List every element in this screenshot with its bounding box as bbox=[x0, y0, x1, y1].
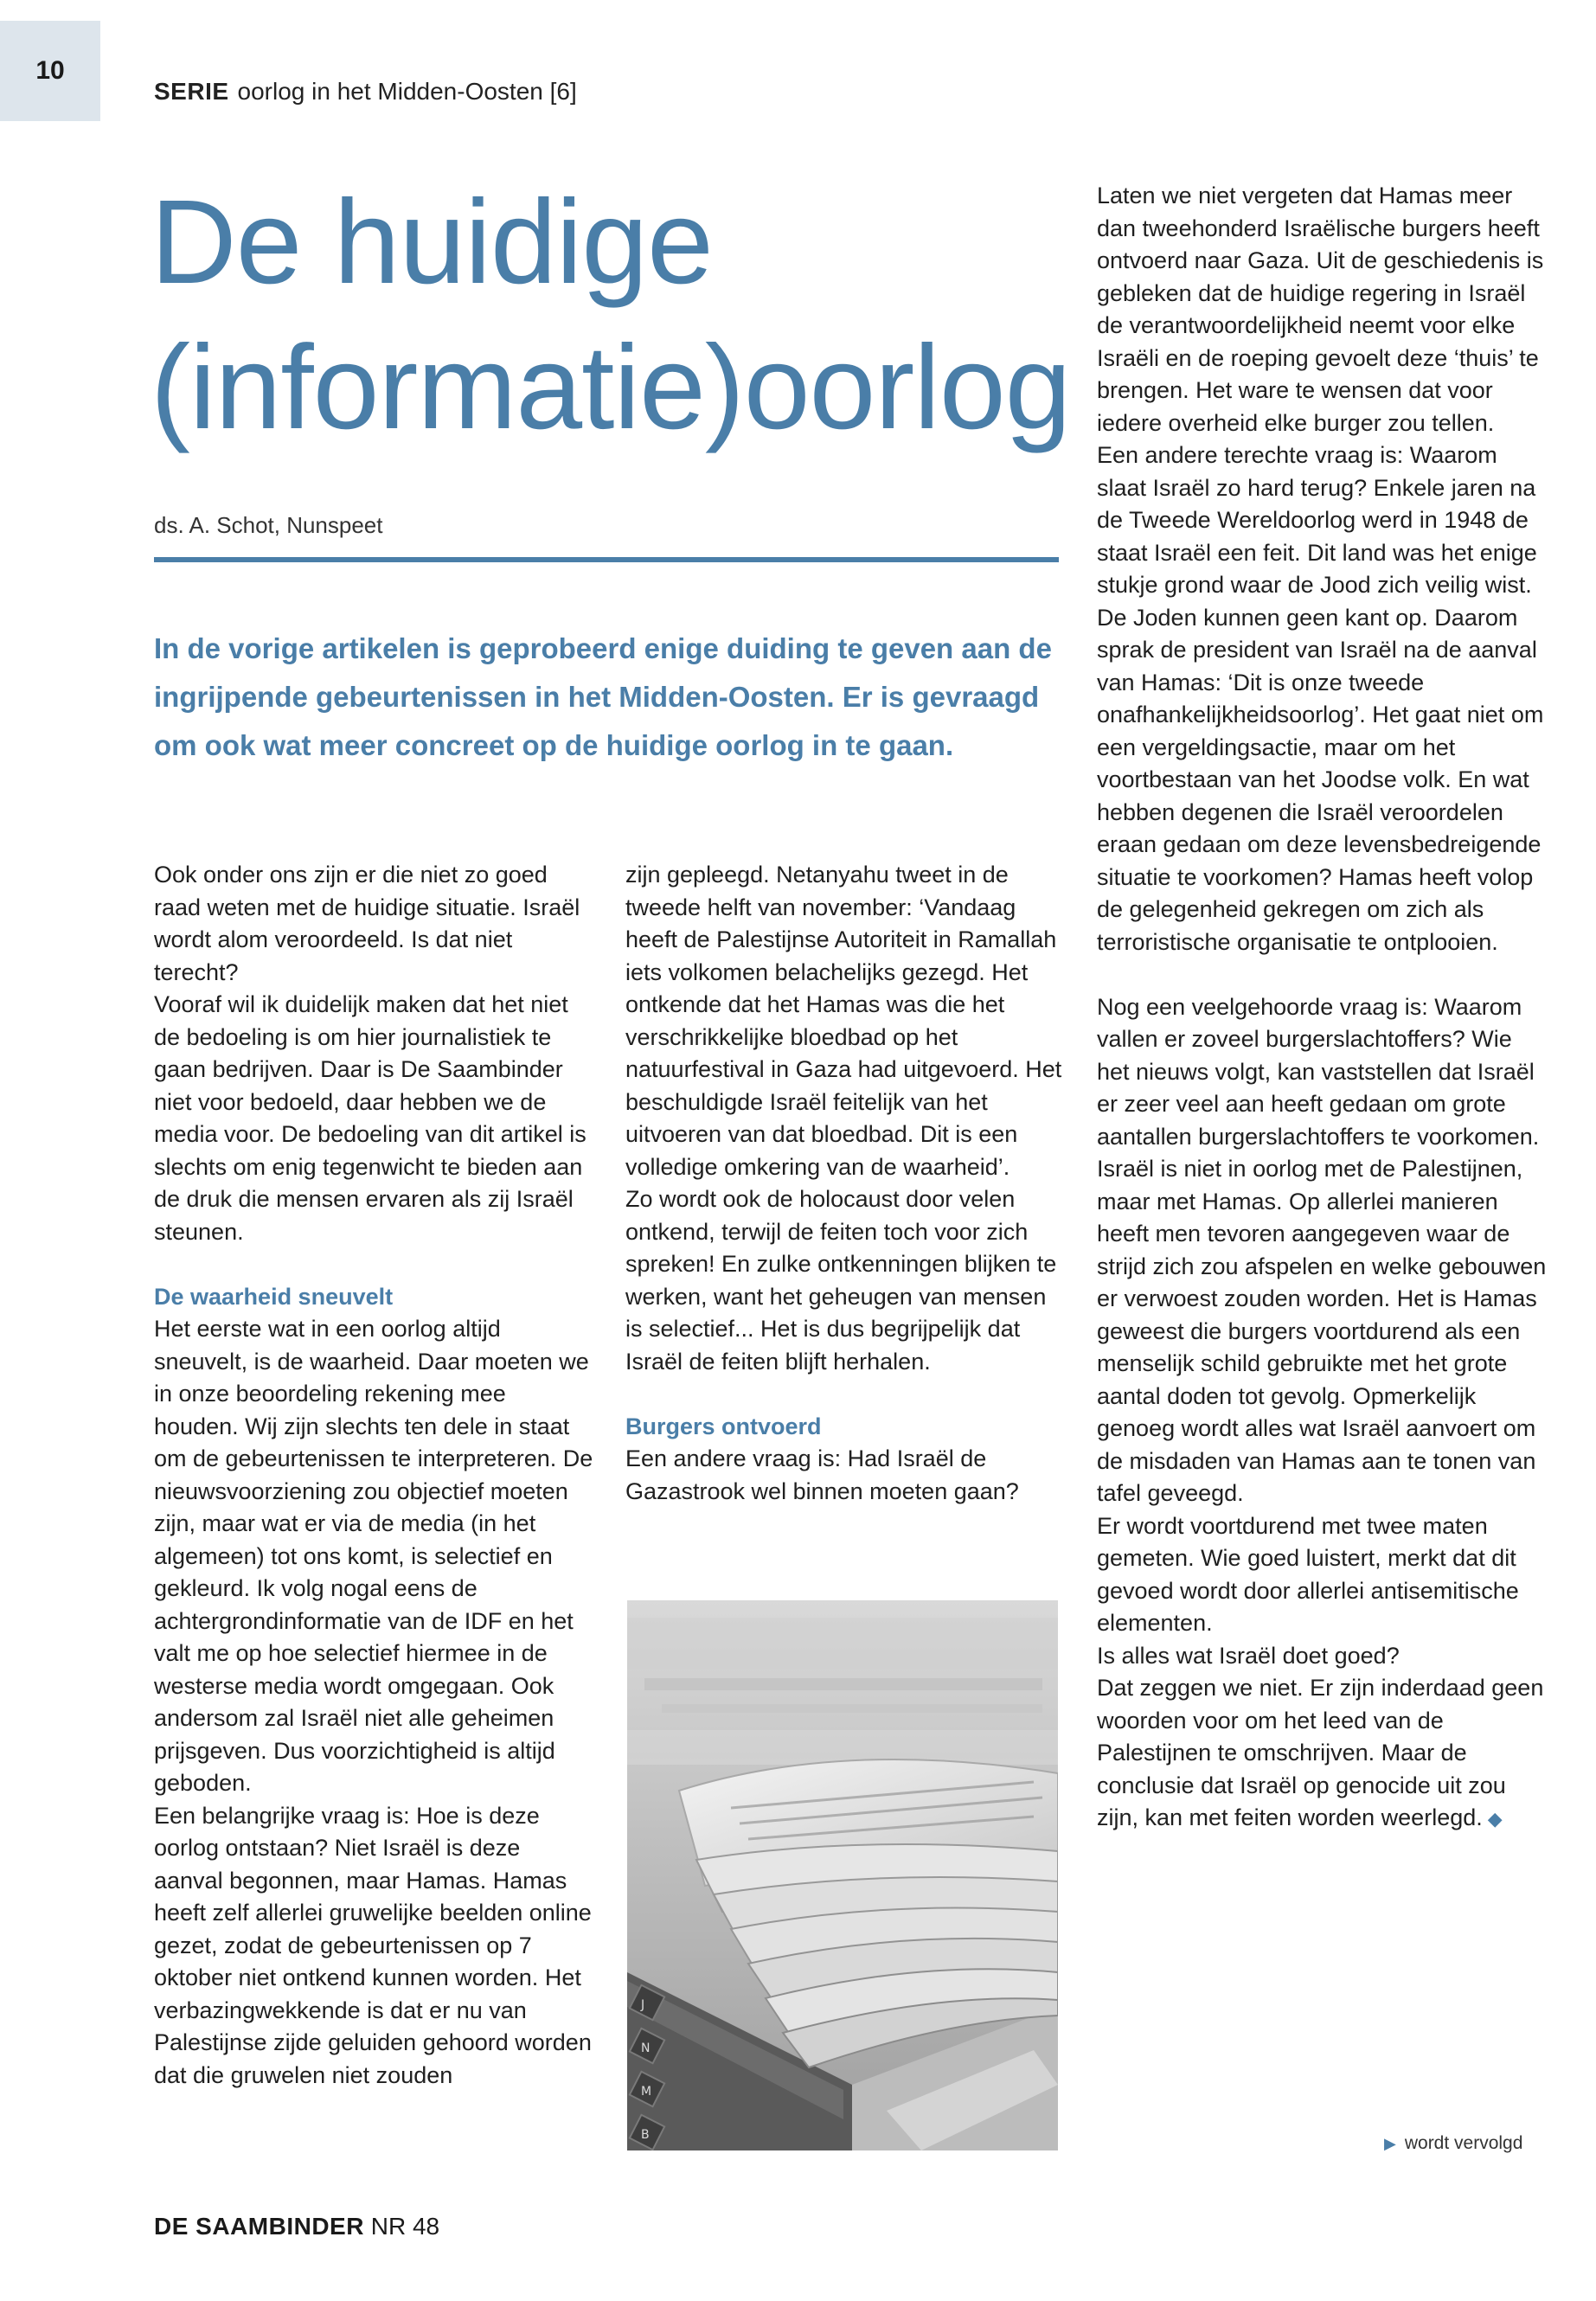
svg-text:N: N bbox=[641, 2041, 651, 2055]
svg-text:J: J bbox=[641, 1998, 645, 2012]
paragraph-final bbox=[1097, 1672, 1547, 1836]
paragraph: Zo wordt ook de holocaust door velen ontkend, terwijl de feiten toch voor zich spreken! En zulke ontkenningen blijken te werken, want het geheugen van mensen is selectief... Het is dus begrijpelijk dat Israël de feiten blijft herhalen. bbox=[625, 1186, 1057, 1375]
final-text: Dat zeggen we niet. Er zijn inderdaad geen woorden voor om het leed van de Palestijnen te omschrijven. Maar de conclusie dat Israël op genocide uit zou zijn, kan met feiten worden weerlegd. bbox=[1097, 1675, 1544, 1830]
svg-text:M: M bbox=[641, 2085, 652, 2099]
paragraph: Er wordt voortdurend met twee maten gemeten. Wie goed luistert, merkt dat dit gevoed wordt door allerlei antisemitische elementen. bbox=[1097, 1512, 1519, 1636]
page-number-tab bbox=[0, 21, 100, 121]
paragraph: zijn gepleegd. Netanyahu tweet in de tweede helft van november: ‘Vandaag heeft de Palestijnse Autoriteit in Ramallah iets volkomen belachelijks gezegd. Het ontkende dat het Hamas was die het verschrikkelijke bloedbad op het natuurfestival in Gaza had uitgevoerd. Het beschuldigde Israël feitelijk van het uitvoeren van dat bloedbad. Dit is een volledige omkering van de waarheid’. bbox=[625, 862, 1062, 1180]
magazine-name: DE SAAMBINDER bbox=[154, 2213, 364, 2240]
issue-number: NR 48 bbox=[370, 2213, 440, 2240]
article-title bbox=[151, 170, 1071, 460]
series-header bbox=[154, 78, 577, 106]
series-label: SERIE bbox=[154, 78, 229, 105]
newspapers-photo bbox=[627, 1600, 1058, 2150]
title-line-2: (informatie)oorlog bbox=[151, 321, 1071, 454]
paragraph: Een belangrijke vraag is: Hoe is deze oorlog ontstaan? Niet Israël is deze aanval begonnen, maar Hamas. Hamas heeft zelf allerlei gruwelijke beelden online gezet, zodat de gebeurtenissen op 7 oktober niet ontkend kunnen worden. Het verbazingwekkende is dat er nu van Palestijnse zijde geluiden gehoord worden dat die gruwelen niet zouden bbox=[154, 1802, 592, 2088]
end-diamond-icon: ◆ bbox=[1487, 1808, 1503, 1830]
paragraph: Een andere vraag is: Had Israël de Gazastrook wel binnen moeten gaan? bbox=[625, 1445, 1019, 1504]
paragraph: Vooraf wil ik duidelijk maken dat het niet de bedoeling is om hier journalistiek te gaan bedrijven. Daar is De Saambinder niet voor bedoeld, daar hebben we de media voor. De bedoeling van dit artikel is slechts om enig tegenwicht te bieden aan de druk die mensen ervaren als zij Israël steunen. bbox=[154, 991, 586, 1245]
paragraph: Een andere terechte vraag is: Waarom slaat Israël zo hard terug? Enkele jaren na de Tweede Wereldoorlog werd in 1948 de staat Israël een feit. Dit land was het enige stukje grond waar de Jood zich veilig wist. De Joden kunnen geen kant op. Daarom sprak de president van Israël na de aanval van Hamas: ‘Dit is onze tweede onafhankelijkheidsoorlog’. Het gaat niet om een vergeldingsactie, maar om het voortbestaan van het Joodse volk. En wat hebben degenen die Israël veroordelen eraan gedaan om deze levensbedreigende situatie te voorkomen? Hamas heeft volop de gelegenheid gekregen om zich als terroristische organisatie te ontplooien. bbox=[1097, 442, 1544, 955]
page-number: 10 bbox=[35, 56, 65, 85]
title-line-1: De huidige bbox=[151, 176, 713, 309]
subheading-waarheid: De waarheid sneuvelt bbox=[154, 1283, 394, 1310]
svg-text:B: B bbox=[641, 2128, 650, 2142]
title-divider bbox=[154, 557, 1059, 562]
newspapers-illustration bbox=[627, 1600, 1058, 2150]
column-3 bbox=[1097, 180, 1547, 1836]
intro-paragraph: In de vorige artikelen is geprobeerd enige duiding te geven aan de ingrijpende gebeurtenissen in het Midden-Oosten. Er is gevraagd om ook wat meer concreet op de huidige oorlog in te gaan. bbox=[154, 632, 1052, 761]
column-1 bbox=[154, 859, 595, 2092]
continued-text: wordt vervolgd bbox=[1404, 2133, 1523, 2153]
subheading-burgers: Burgers ontvoerd bbox=[625, 1413, 822, 1439]
footer bbox=[154, 2213, 439, 2240]
paragraph: Laten we niet vergeten dat Hamas meer dan tweehonderd Israëlische burgers heeft ontvoerd naar Gaza. Uit de geschiedenis is gebleken dat de huidige regering in Israël de verantwoordelijkheid neemt voor elke Israëli en de roeping gevoelt deze ‘thuis’ te brengen. Het ware te wensen dat voor iedere overheid elke burger zou tellen. bbox=[1097, 183, 1544, 436]
triangle-right-icon: ▶ bbox=[1384, 2134, 1396, 2152]
paragraph: Het eerste wat in een oorlog altijd sneuvelt, is de waarheid. Daar moeten we in onze beoordeling rekening mee houden. Wij zijn slechts ten dele in staat om de gebeurtenissen te interpreteren. De nieuwsvoorziening zou objectief moeten zijn, maar wat er via de media (in het algemeen) tot ons komt, is selectief en gekleurd. Ik volg nogal eens de achtergrondinformatie van de IDF en het valt me op hoe selectief hiermee in de westerse media wordt omgegaan. Ook andersom zal Israël niet alle geheimen prijsgeven. Dus voorzichtigheid is altijd geboden. bbox=[154, 1316, 593, 1796]
paragraph: Nog een veelgehoorde vraag is: Waarom vallen er zoveel burgerslachtoffers? Wie het nieuws volgt, kan vaststellen dat Israël er zeer veel aan heeft gedaan om grote aantallen burgerslachtoffers te voorkomen. Israël is niet in oorlog met de Palestijnen, maar met Hamas. Op allerlei manieren heeft men tevoren aangegeven waar de strijd zich zou afspelen en welke gebouwen er verwoest zouden worden. Het is Hamas geweest die burgers voortdurend als een menselijk schild gebruikte met het grote aantal doden tot gevolg. Opmerkelijk genoeg wordt alles wat Israël aanvoert om de misdaden van Hamas aan te tonen van tafel geveegd. bbox=[1097, 993, 1547, 1506]
paragraph: Ook onder ons zijn er die niet zo goed raad weten met de huidige situatie. Israël wordt alom veroordeeld. Is dat niet terecht? bbox=[154, 862, 580, 985]
series-title: oorlog in het Midden-Oosten [6] bbox=[237, 78, 577, 105]
continued-note bbox=[1384, 2133, 1522, 2154]
column-2 bbox=[625, 859, 1067, 1508]
author-byline: ds. A. Schot, Nunspeet bbox=[154, 512, 383, 538]
paragraph: Is alles wat Israël doet goed? bbox=[1097, 1642, 1400, 1669]
